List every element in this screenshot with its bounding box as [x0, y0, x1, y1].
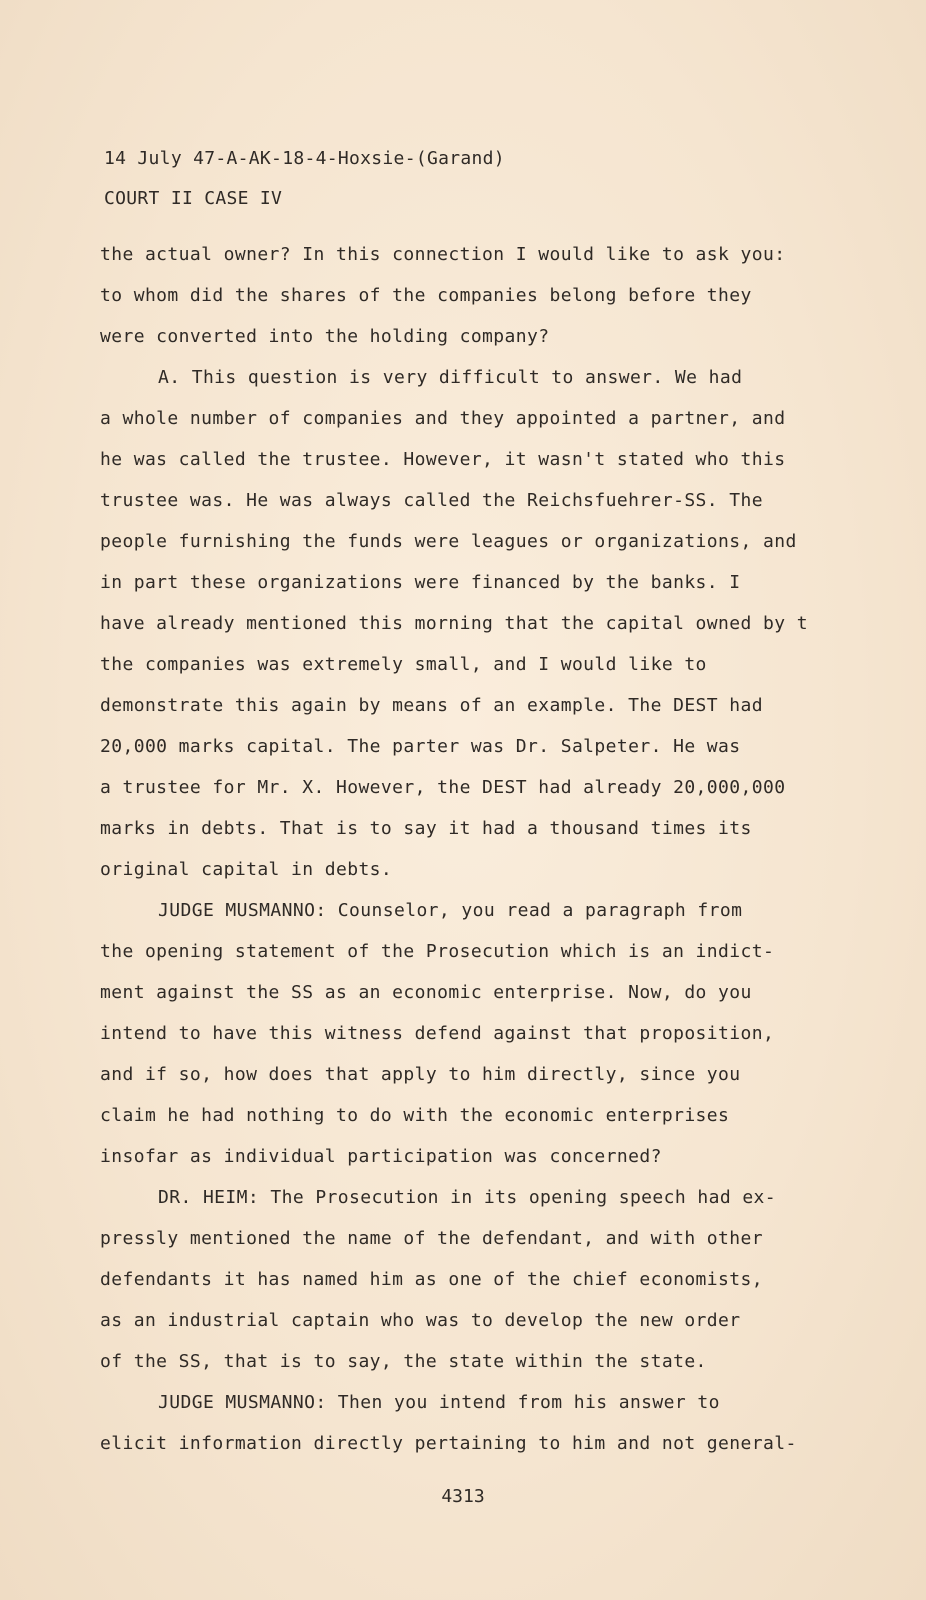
document-header [104, 139, 505, 219]
transcript-line: defendants it has named him as one of the chief economists, [100, 1269, 763, 1290]
page-number: 4313 [441, 1486, 485, 1507]
transcript-line: in part these organizations were financed by the banks. I [100, 572, 741, 593]
transcript-line: DR. HEIM: The Prosecution in its opening speech had ex- [158, 1187, 777, 1208]
transcript-line: insofar as individual participation was concerned? [100, 1146, 662, 1167]
transcript-line: demonstrate this again by means of an example. The DEST had [100, 695, 763, 716]
transcript-line: A. This question is very difficult to answer. We had [158, 367, 743, 388]
transcript-line: a whole number of companies and they appointed a partner, and [100, 408, 786, 429]
transcript-line: as an industrial captain who was to develop the new order [100, 1310, 741, 1331]
header-date-reference: 14 July 47-A-AK-18-4-Hoxsie-(Garand) [104, 148, 505, 169]
transcript-line: he was called the trustee. However, it wasn't stated who this [100, 449, 786, 470]
transcript-line: to whom did the shares of the companies belong before they [100, 285, 752, 306]
transcript-line: ment against the SS as an economic enterprise. Now, do you [100, 982, 752, 1003]
header-court-case: COURT II CASE IV [104, 188, 283, 209]
transcript-line: the actual owner? In this connection I would like to ask you: [100, 244, 786, 265]
transcript-body [100, 234, 860, 1464]
transcript-line: and if so, how does that apply to him directly, since you [100, 1064, 741, 1085]
transcript-line: trustee was. He was always called the Reichsfuehrer-SS. The [100, 490, 763, 511]
transcript-line: JUDGE MUSMANNO: Then you intend from his answer to [158, 1392, 720, 1413]
transcript-line: people furnishing the funds were leagues or organizations, and [100, 531, 797, 552]
transcript-line: elicit information directly pertaining to him and not general- [100, 1433, 797, 1454]
transcript-line: pressly mentioned the name of the defendant, and with other [100, 1228, 763, 1249]
transcript-line: claim he had nothing to do with the economic enterprises [100, 1105, 730, 1126]
transcript-line: 20,000 marks capital. The parter was Dr. Salpeter. He was [100, 736, 741, 757]
transcript-line: the companies was extremely small, and I would like to [100, 654, 707, 675]
transcript-line: marks in debts. That is to say it had a thousand times its [100, 818, 752, 839]
transcript-line: JUDGE MUSMANNO: Counselor, you read a paragraph from [158, 900, 743, 921]
transcript-line: were converted into the holding company? [100, 326, 550, 347]
transcript-line: original capital in debts. [100, 859, 393, 880]
transcript-line: intend to have this witness defend against that proposition, [100, 1023, 775, 1044]
transcript-line: of the SS, that is to say, the state within the state. [100, 1351, 707, 1372]
transcript-line: the opening statement of the Prosecution which is an indict- [100, 941, 775, 962]
transcript-line: have already mentioned this morning that the capital owned by t [100, 613, 808, 634]
transcript-line: a trustee for Mr. X. However, the DEST had already 20,000,000 [100, 777, 786, 798]
